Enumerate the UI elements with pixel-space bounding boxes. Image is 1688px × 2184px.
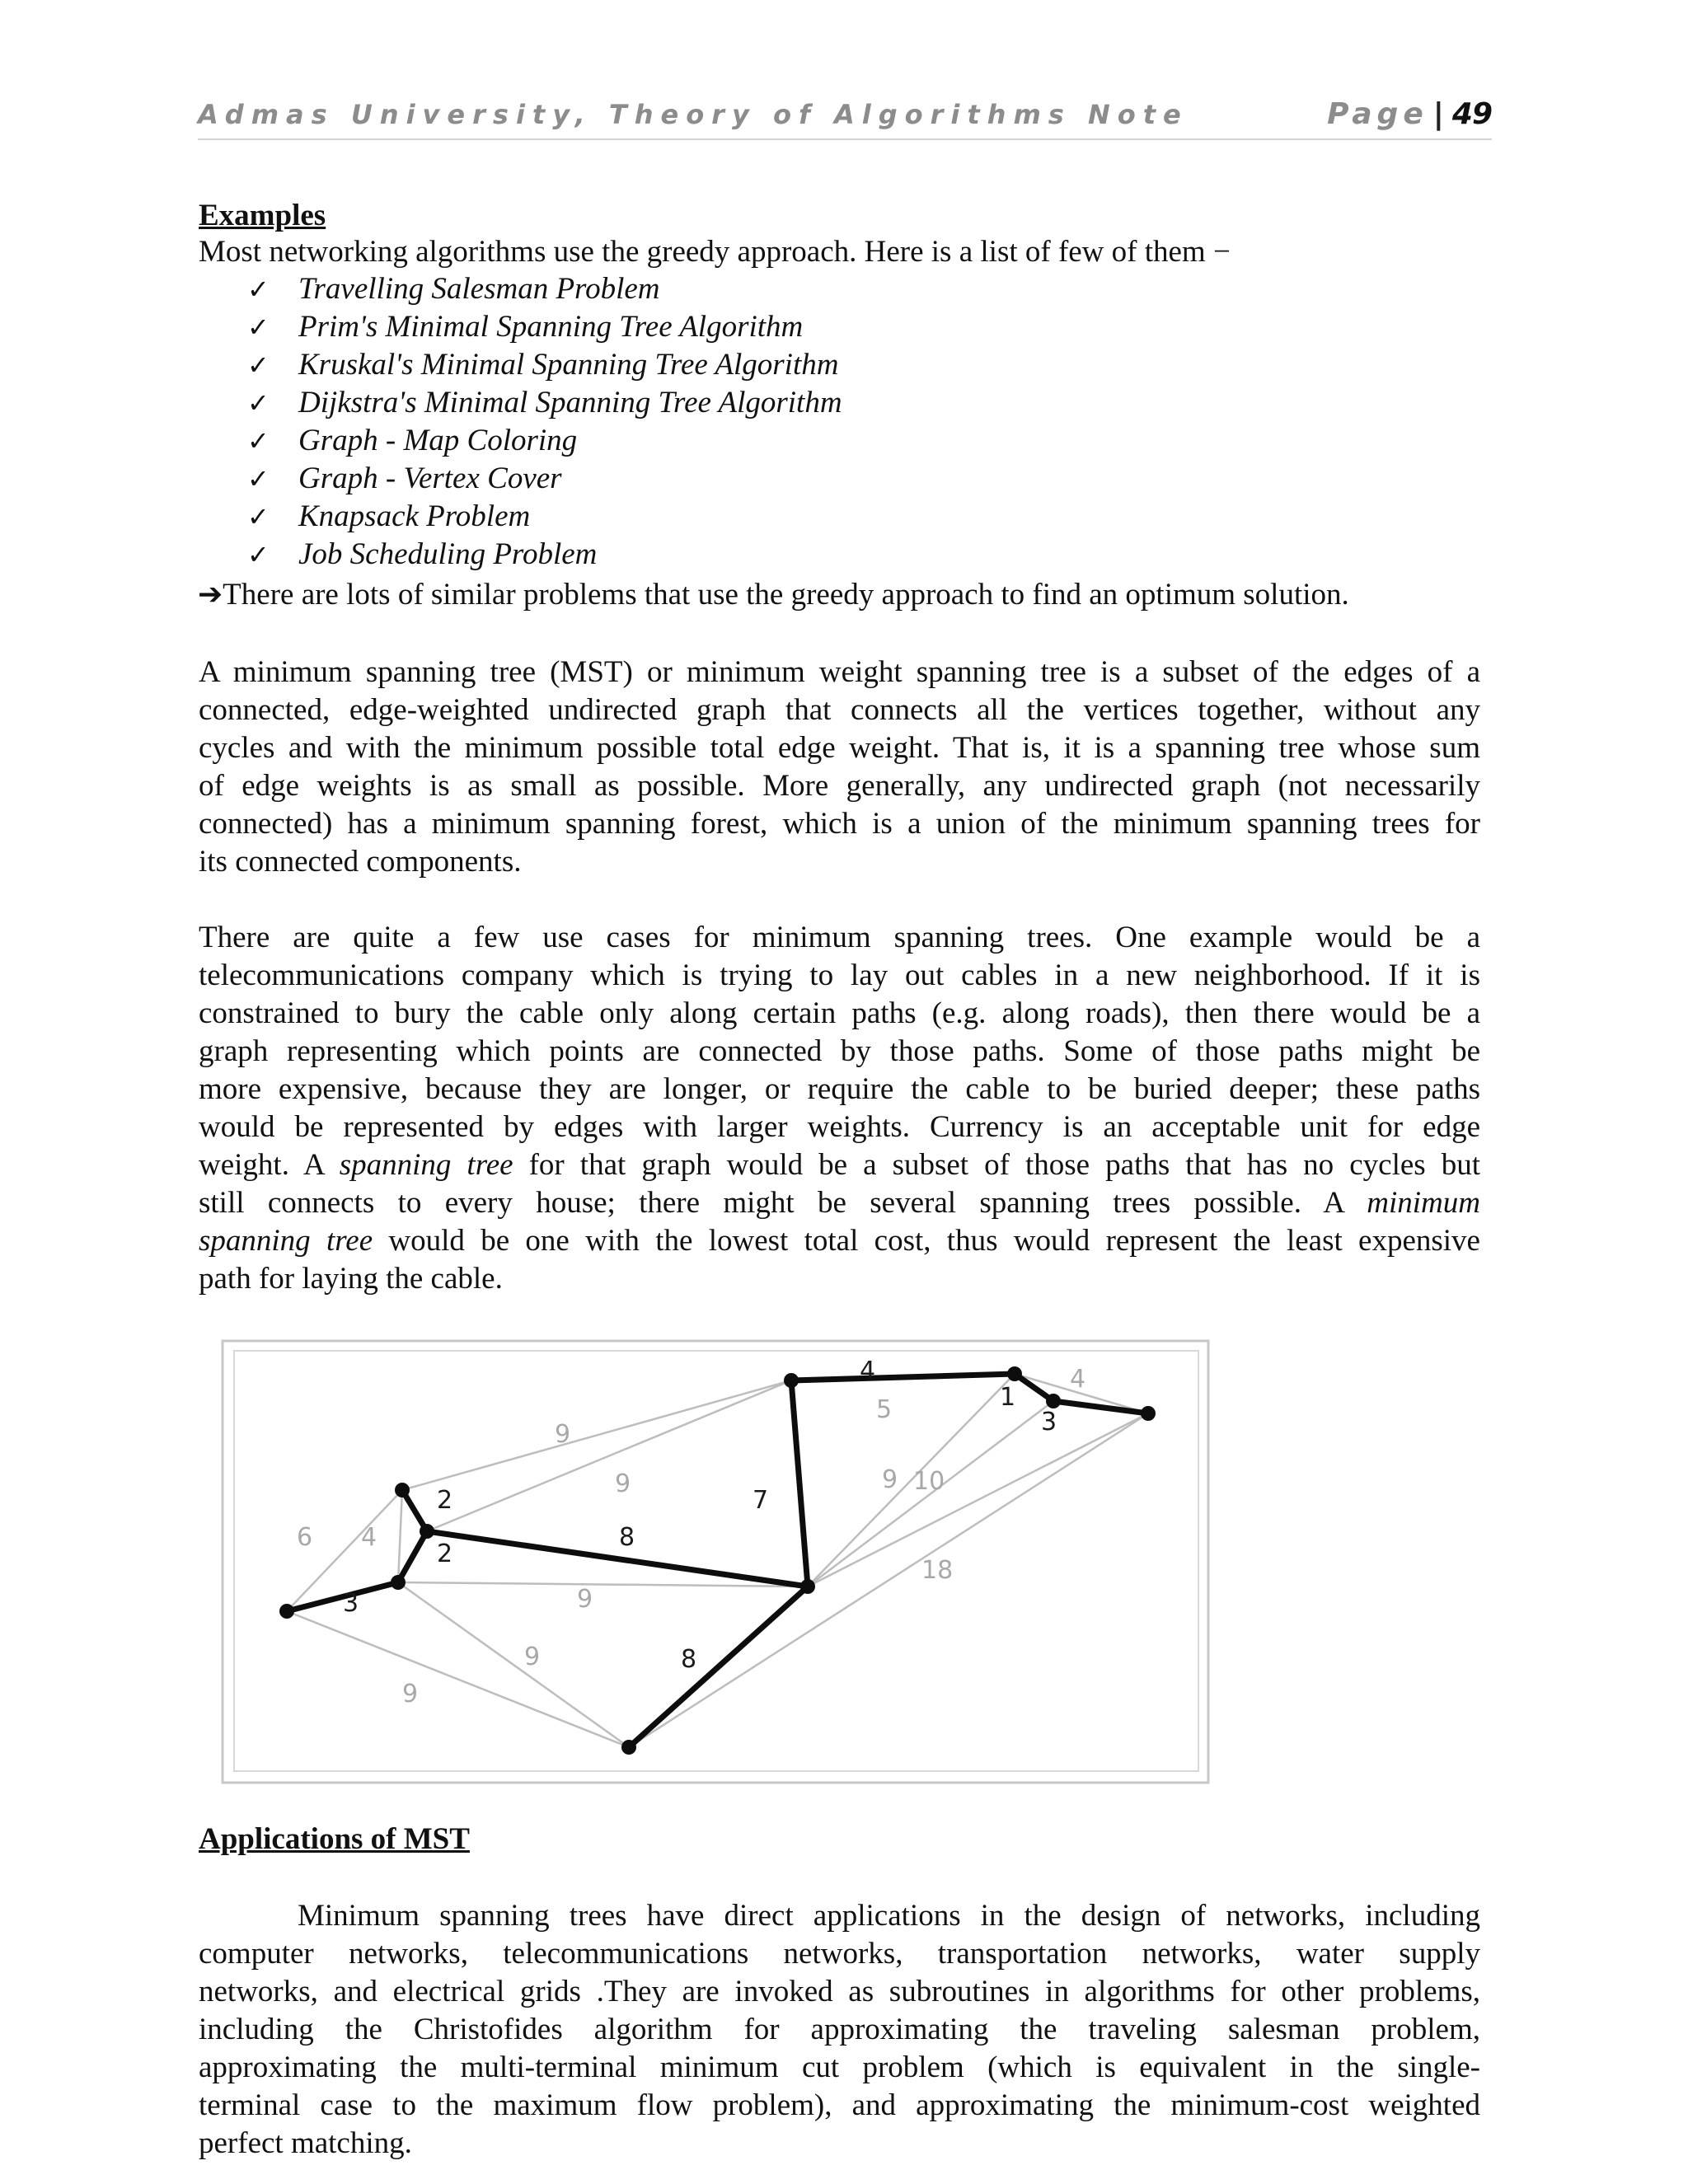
paragraph-line: computer networks, telecommunications networks, transportation networks, water supply (199, 1937, 1480, 1971)
paragraph-line: A minimum spanning tree (MST) or minimum weight spanning tree is a subset of the edges of a (199, 655, 1480, 689)
page-header (198, 97, 1492, 140)
paragraph-line (199, 1222, 1480, 1260)
examples-heading: Examples (199, 199, 326, 232)
text-run: for that graph would be a subset of those paths that has no cycles but (513, 1148, 1480, 1182)
edge-weight-label: 3 (1041, 1408, 1057, 1436)
applications-paragraph (199, 1897, 1480, 2163)
use-cases-paragraph (199, 919, 1480, 1298)
graph-vertex (1046, 1394, 1061, 1408)
edge-weight-label: 6 (297, 1523, 313, 1552)
header-title: Admas University, Theory of Algorithms Note (198, 99, 1189, 130)
edge-weight-label: 4 (1070, 1365, 1086, 1394)
checkmark-icon: ✓ (247, 387, 270, 419)
list-item-text: Travelling Salesman Problem (298, 272, 660, 306)
edge-weight-label: 9 (615, 1469, 631, 1498)
page-label: Page (1327, 97, 1428, 131)
mst-definition-paragraph (199, 654, 1480, 881)
edge-weight-label: 18 (921, 1556, 954, 1585)
graph-vertex (1141, 1406, 1156, 1421)
list-item-text: Dijkstra's Minimal Spanning Tree Algorithm (298, 386, 842, 419)
paragraph-line: its connected components. (199, 845, 522, 879)
graph-vertex (621, 1740, 636, 1755)
edge-weight-label: 7 (753, 1486, 769, 1515)
paragraph-line: networks, and electrical grids .They are invoked as subroutines in algorithms for other problems, (199, 1975, 1480, 2008)
edge-weight-label: 3 (343, 1589, 359, 1618)
edge-weight-label: 9 (577, 1585, 593, 1614)
list-item (247, 422, 1319, 460)
list-item-text: Knapsack Problem (298, 499, 531, 533)
paragraph-line: connected) has a minimum spanning forest, which is a union of the minimum spanning trees for (199, 807, 1480, 841)
list-item-text: Kruskal's Minimal Spanning Tree Algorithm (298, 348, 839, 382)
paragraph-line: more expensive, because they are longer, or require the cable to be buried deeper; these paths (199, 1072, 1480, 1106)
graph-vertex (1007, 1366, 1022, 1381)
list-item (247, 498, 1319, 536)
page-number: 49 (1451, 97, 1492, 131)
checkmark-icon: ✓ (247, 274, 270, 305)
list-item (247, 270, 1319, 308)
edge-weight-label: 5 (876, 1395, 893, 1424)
page-separator: | (1432, 97, 1444, 131)
paragraph-line: telecommunications company which is trying to lay out cables in a new neighborhood. If it is (199, 958, 1480, 992)
examples-intro: Most networking algorithms use the greedy approach. Here is a list of few of them − (199, 235, 1231, 269)
edge-weight-label: 9 (402, 1680, 419, 1708)
edge-weight-label: 2 (437, 1486, 453, 1515)
list-item (247, 536, 1319, 574)
graph-vertex (800, 1579, 815, 1594)
paragraph-line: terminal case to the maximum flow problem), and approximating the minimum-cost weighted (199, 2088, 1480, 2122)
figure-border (223, 1341, 1208, 1783)
page-indicator (1327, 97, 1492, 131)
edge-weight-label: 9 (555, 1420, 571, 1449)
checkmark-icon: ✓ (247, 349, 270, 381)
examples-conclusion (198, 577, 1349, 612)
text-run: would be one with the lowest total cost, thus would represent the least expensive (373, 1224, 1480, 1258)
edge-weight-label: 2 (437, 1540, 453, 1568)
paragraph-line: Minimum spanning trees have direct applications in the design of networks, including (298, 1899, 1480, 1933)
graph-vertex (420, 1524, 434, 1539)
paragraph-line: cycles and with the minimum possible total edge weight. That is, it is a spanning tree whose sum (199, 731, 1480, 765)
paragraph-line: approximating the multi-terminal minimum cut problem (which is equivalent in the single- (199, 2050, 1480, 2084)
paragraph-line: There are quite a few use cases for minimum spanning trees. One example would be a (199, 921, 1480, 954)
paragraph-line: connected, edge-weighted undirected graph that connects all the vertices together, without any (199, 693, 1480, 727)
checkmark-icon: ✓ (247, 539, 270, 570)
paragraph-line: path for laying the cable. (199, 1262, 503, 1296)
emphasis-spanning-tree: spanning tree (199, 1224, 373, 1258)
list-item (247, 460, 1319, 498)
text-run: weight. A (199, 1148, 340, 1182)
checkmark-icon: ✓ (247, 501, 270, 532)
graph-vertex (279, 1604, 294, 1619)
edge-weight-label: 8 (619, 1523, 635, 1552)
list-item-text: Job Scheduling Problem (298, 537, 598, 571)
edge-weight-label: 1 (1000, 1383, 1016, 1412)
text-run: still connects to every house; there might be several spanning trees possible. A (199, 1186, 1367, 1220)
checkmark-icon: ✓ (247, 312, 270, 343)
list-item (247, 308, 1319, 346)
paragraph-line: constrained to bury the cable only along certain paths (e.g. along roads), then there would be a (199, 996, 1480, 1030)
paragraph-line (199, 1146, 1480, 1184)
paragraph-line: of edge weights is as small as possible. More generally, any undirected graph (not necessarily (199, 769, 1480, 803)
edge-weight-label: 8 (681, 1645, 697, 1674)
applications-heading: Applications of MST (199, 1822, 470, 1856)
graph-vertex (395, 1483, 410, 1497)
list-item-text: Graph - Vertex Cover (298, 462, 562, 495)
checkmark-icon: ✓ (247, 463, 270, 494)
paragraph-line: would be represented by edges with larger weights. Currency is an acceptable unit for edge (199, 1110, 1480, 1144)
paragraph-line (199, 1184, 1480, 1222)
list-item (247, 346, 1319, 384)
list-item-text: Prim's Minimal Spanning Tree Algorithm (298, 310, 804, 344)
emphasis-minimum: minimum (1367, 1186, 1480, 1220)
list-item (247, 384, 1319, 422)
graph-vertex (391, 1575, 406, 1590)
list-item-text: Graph - Map Coloring (298, 424, 578, 457)
arrow-right-icon: ➔ (198, 578, 223, 612)
emphasis-spanning-tree: spanning tree (339, 1148, 513, 1182)
edge-weight-label: 4 (860, 1357, 876, 1385)
paragraph-line: graph representing which points are connected by those paths. Some of those paths might be (199, 1034, 1480, 1068)
paragraph-line: including the Christofides algorithm for approximating the traveling salesman problem, (199, 2013, 1480, 2046)
mst-graph (221, 1339, 1210, 1784)
edge-weight-label: 9 (524, 1643, 541, 1671)
edge-weight-label: 9 (882, 1465, 898, 1494)
conclusion-text: There are lots of similar problems that use the greedy approach to find an optimum solution. (223, 578, 1349, 612)
paragraph-line: perfect matching. (199, 2126, 412, 2160)
checkmark-icon: ✓ (247, 425, 270, 457)
mst-graph-figure (221, 1339, 1210, 1784)
graph-vertex (784, 1373, 799, 1388)
edge-weight-label: 4 (361, 1523, 377, 1552)
edge-weight-label: 10 (913, 1467, 945, 1496)
examples-list (247, 270, 1319, 574)
